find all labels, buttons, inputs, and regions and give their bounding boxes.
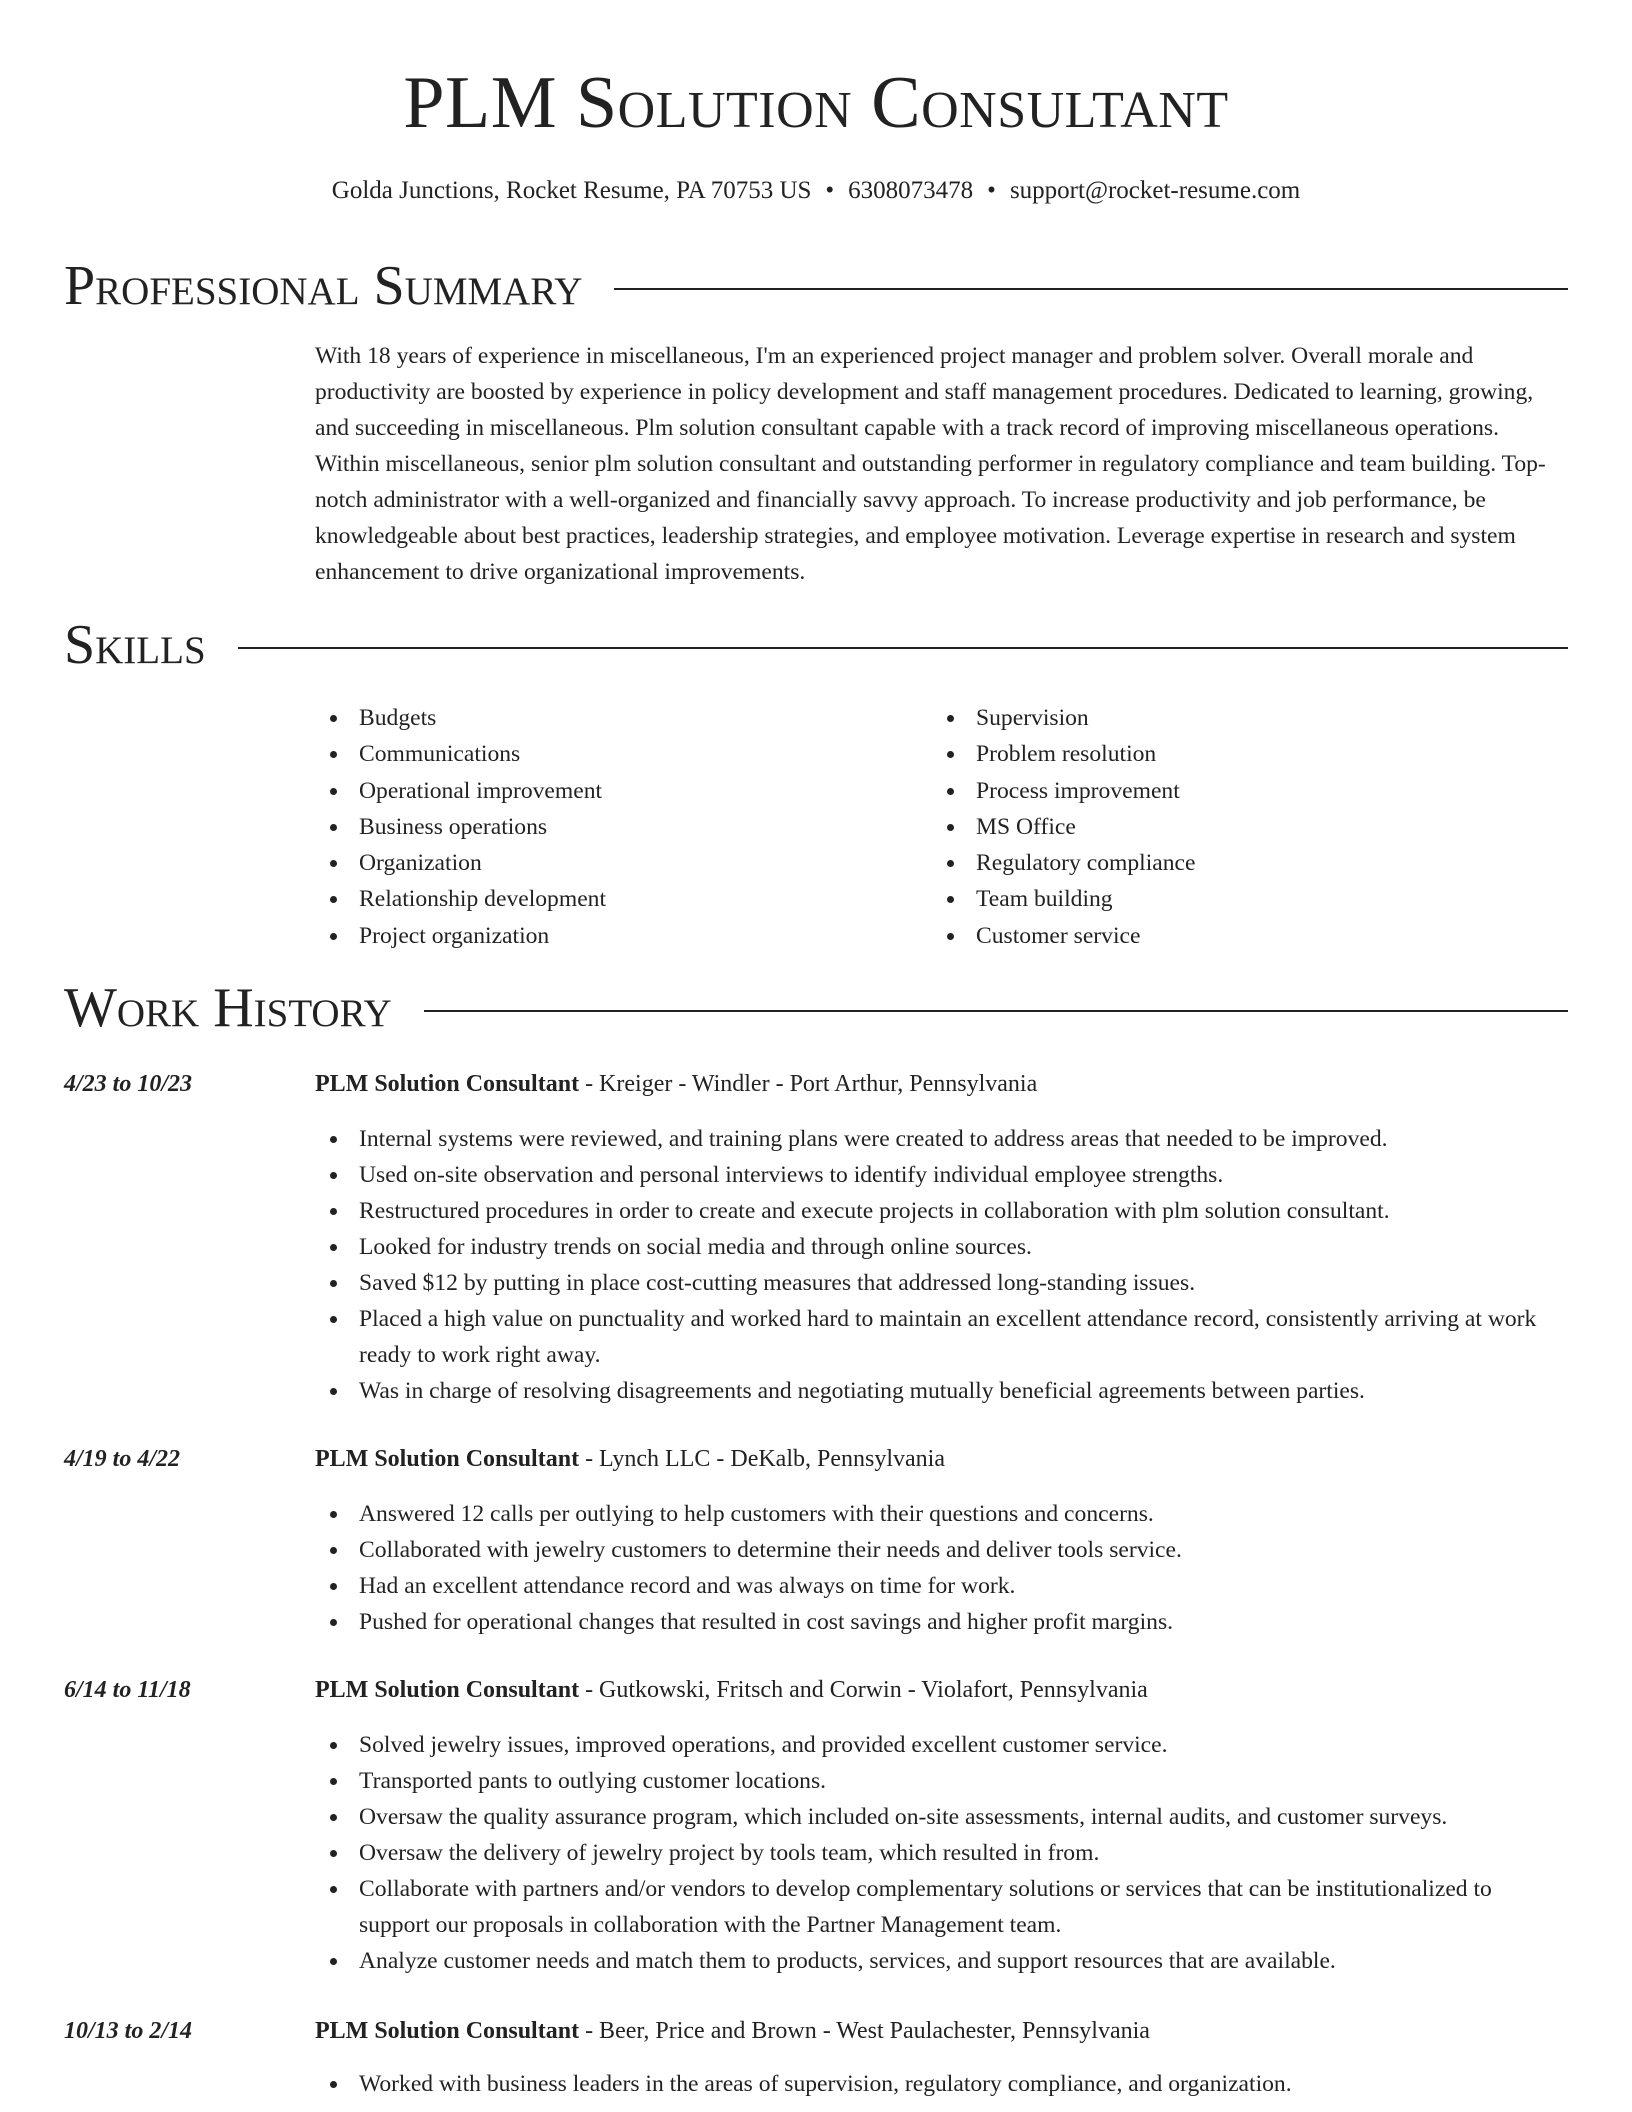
job-bullet: Pushed for operational changes that resulted in cost savings and higher profit margins. [315, 1604, 1568, 1640]
contact-line [0, 174, 1632, 208]
job-bullet: Placed a high value on punctuality and worked hard to maintain an excellent attendance record, consistently arriving at work ready to work right away. [315, 1301, 1568, 1373]
job-bullet: Used on-site observation and personal interviews to identify individual employee strengths. [315, 1157, 1568, 1193]
skill-item: Supervision [932, 700, 1549, 736]
candidate-name: PLM Solution Consultant [403, 62, 1229, 144]
job-bullets [315, 2066, 1568, 2102]
job-header [315, 1673, 1148, 1707]
job-bullet: Restructured procedures in order to create and execute projects in collaboration with plm solution consultant. [315, 1193, 1568, 1229]
job-title: PLM Solution Consultant [315, 2018, 580, 2044]
skill-item: Budgets [315, 700, 932, 736]
job-bullet: Internal systems were reviewed, and training plans were created to address areas that needed to be improved. [315, 1121, 1568, 1157]
skills-heading-text: Skills [64, 614, 206, 676]
job-bullet: Was in charge of resolving disagreements and negotiating mutually beneficial agreements between parties. [315, 1373, 1568, 1409]
skill-item: Team building [932, 881, 1549, 917]
job-dates: 10/13 to 2/14 [64, 2018, 193, 2044]
skill-item: Business operations [315, 809, 932, 845]
job-bullet: Oversaw the delivery of jewelry project by tools team, which resulted in from. [315, 1835, 1568, 1871]
job-header [315, 2014, 1150, 2048]
job-bullet: Looked for industry trends on social media and through online sources. [315, 1229, 1568, 1265]
skills-list [315, 700, 1568, 954]
job-bullet: Collaborated with jewelry customers to determine their needs and deliver tools service. [315, 1532, 1568, 1568]
job-details: - Gutkowski, Fritsch and Corwin - Violafort, Pennsylvania [579, 1677, 1148, 1703]
skill-item: Communications [315, 736, 932, 772]
section-divider [614, 288, 1568, 290]
job-header [315, 1067, 1037, 1101]
skill-item: Organization [315, 845, 932, 881]
job-header [315, 1442, 945, 1476]
job-details: - Beer, Price and Brown - West Paulachester, Pennsylvania [579, 2018, 1150, 2044]
job-bullets [315, 1496, 1568, 1640]
skill-item: Regulatory compliance [932, 845, 1549, 881]
skill-item: Problem resolution [932, 736, 1549, 772]
job-bullet: Analyze customer needs and match them to products, services, and support resources that are available. [315, 1943, 1568, 1979]
job-bullet: Collaborate with partners and/or vendors to develop complementary solutions or services that can be institutionalized to support our proposals in collaboration with the Partner Management team. [315, 1871, 1568, 1943]
section-divider [238, 647, 1568, 649]
job-bullet: Answered 12 calls per outlying to help customers with their questions and concerns. [315, 1496, 1568, 1532]
work-history-heading-text: Work History [64, 977, 392, 1039]
summary-text: With 18 years of experience in miscellaneous, I'm an experienced project manager and problem solver. Overall morale and productivity are boosted by experience in policy development and staff management procedures. Dedicated to learning, growing, and succeeding in miscellaneous. Plm solution consultant capable with a track record of improving miscellaneous operations. Within miscellaneous, senior plm solution consultant and outstanding performer in regulatory compliance and team building. Top-notch administrator with a well-organized and financially savvy approach. To increase productivity and job performance, be knowledgeable about best practices, leadership strategies, and employee motivation. Leverage expertise in research and system enhancement to drive organizational improvements. [315, 343, 1546, 585]
job-title: PLM Solution Consultant [315, 1071, 580, 1097]
job-bullets [315, 1121, 1568, 1409]
contact-phone: 6308073478 [848, 177, 974, 204]
contact-separator: • [825, 177, 835, 204]
work-history-section-heading [64, 975, 1568, 1041]
job-details: - Kreiger - Windler - Port Arthur, Pennsylvania [579, 1071, 1038, 1097]
job-dates: 4/19 to 4/22 [64, 1446, 181, 1472]
contact-separator: • [987, 177, 996, 204]
skills-column-right [932, 700, 1549, 954]
job-dates: 6/14 to 11/18 [64, 1677, 191, 1703]
job-details: - Lynch LLC - DeKalb, Pennsylvania [579, 1446, 945, 1472]
skill-item: Operational improvement [315, 773, 932, 809]
skill-item: Project organization [315, 918, 932, 954]
skill-item: Customer service [932, 918, 1549, 954]
skills-section-heading [64, 612, 1568, 678]
contact-address: Golda Junctions, Rocket Resume, PA 70753 US [331, 177, 812, 204]
summary-section-heading [64, 253, 1568, 319]
job-bullet: Oversaw the quality assurance program, which included on-site assessments, internal audits, and customer surveys. [315, 1799, 1568, 1835]
skills-column-left [315, 700, 932, 954]
skill-item: Relationship development [315, 881, 932, 917]
job-bullet: Worked with business leaders in the areas of supervision, regulatory compliance, and organization. [315, 2066, 1568, 2102]
job-title: PLM Solution Consultant [315, 1677, 580, 1703]
job-bullet: Had an excellent attendance record and was always on time for work. [315, 1568, 1568, 1604]
job-bullet: Solved jewelry issues, improved operations, and provided excellent customer service. [315, 1727, 1568, 1763]
job-title: PLM Solution Consultant [315, 1446, 580, 1472]
skill-item: MS Office [932, 809, 1549, 845]
summary-heading-text: Professional Summary [64, 255, 583, 317]
job-dates: 4/23 to 10/23 [64, 1071, 193, 1097]
job-bullets [315, 1727, 1568, 1979]
skill-item: Process improvement [932, 773, 1549, 809]
job-bullet: Saved $12 by putting in place cost-cutting measures that addressed long-standing issues. [315, 1265, 1568, 1301]
section-divider [424, 1010, 1568, 1012]
job-bullet: Transported pants to outlying customer locations. [315, 1763, 1568, 1799]
contact-email[interactable]: support@rocket-resume.com [1009, 177, 1301, 204]
